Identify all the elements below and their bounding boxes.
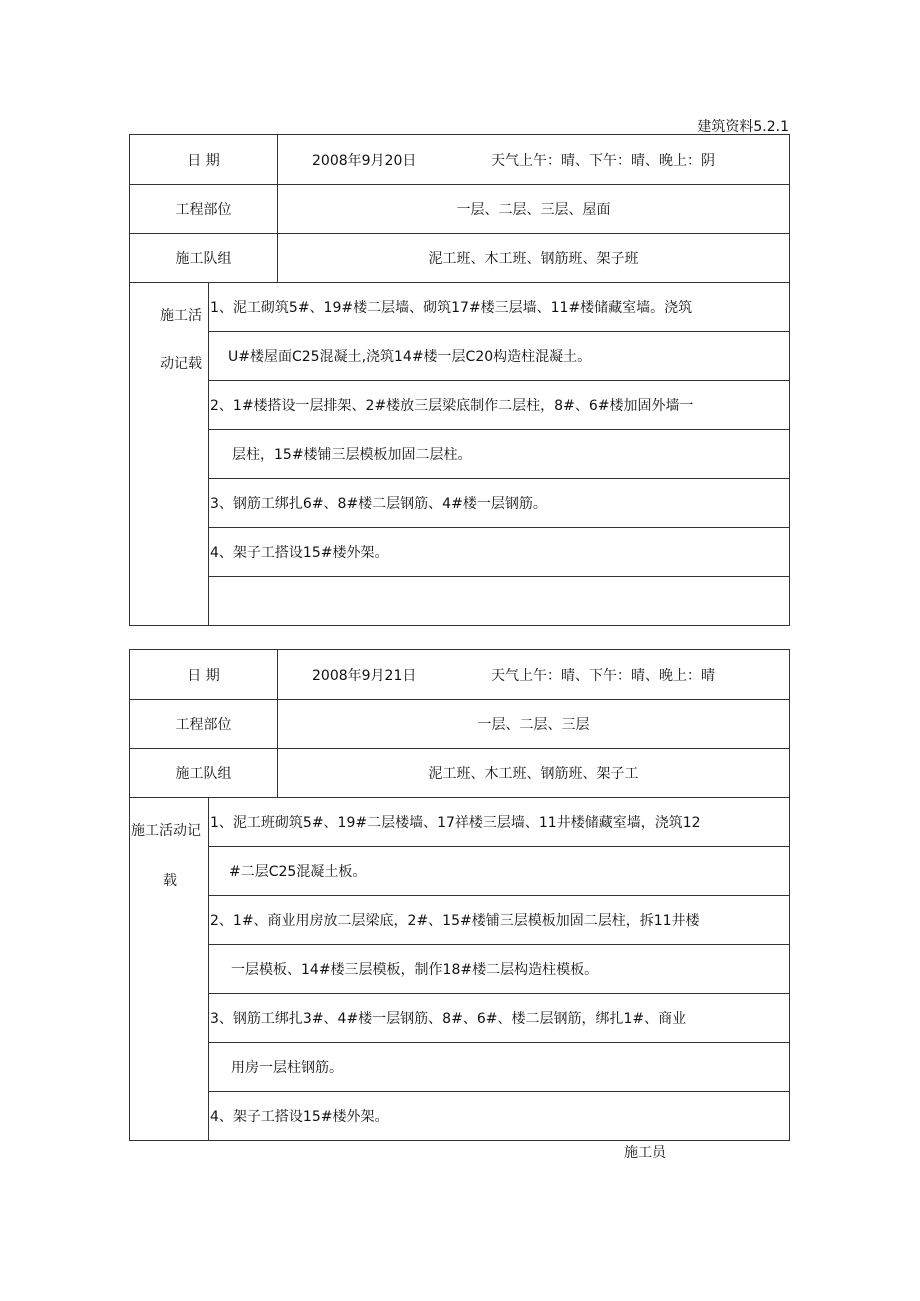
weather-value: 天气上午：晴、下午：晴、晚上：晴 xyxy=(491,667,715,684)
activity-line: U#楼屋面C25混凝土,浇筑14#楼一层C20构造柱混凝土。 xyxy=(209,332,789,381)
activity-label-line: 动记载 xyxy=(160,356,202,372)
activity-line: 一层模板、14#楼三层模板，制作18#楼二层构造柱模板。 xyxy=(209,945,789,994)
team-value: 泥工班、木工班、钢筋班、架子班 xyxy=(428,251,639,267)
part-value: 一层、二层、三层、屋面 xyxy=(456,202,611,218)
activity-line: 1、泥工班砌筑5#、19#二层楼墙、17祥楼三层墙、11井楼储藏室墙，浇筑12 xyxy=(209,798,789,847)
activity-label-line: 载 xyxy=(163,873,177,889)
date-value: 2008年9月20日 xyxy=(312,152,417,169)
part-value: 一层、二层、三层 xyxy=(477,717,590,733)
construction-log-table xyxy=(129,649,790,1141)
activity-line xyxy=(209,577,789,625)
part-label: 工程部位 xyxy=(130,185,278,233)
activity-line: #二层C25混凝土板。 xyxy=(209,847,789,896)
activity-row xyxy=(130,798,789,1140)
activity-label xyxy=(130,283,209,625)
team-row xyxy=(130,234,789,283)
activity-line: 4、架子工搭设15#楼外架。 xyxy=(209,528,789,577)
part-row xyxy=(130,700,789,749)
activity-line: 3、钢筋工绑扎3#、4#楼一层钢筋、8#、6#、楼二层钢筋，绑扎1#、商业 xyxy=(209,994,789,1043)
activity-line: 2、1#、商业用房放二层梁底，2#、15#楼铺三层模板加固二层柱，拆11井楼 xyxy=(209,896,789,945)
construction-log-table xyxy=(129,134,790,626)
team-row xyxy=(130,749,789,798)
activity-line: 3、钢筋工绑扎6#、8#楼二层钢筋、4#楼一层钢筋。 xyxy=(209,479,789,528)
activity-row xyxy=(130,283,789,625)
team-label: 施工队组 xyxy=(130,749,278,797)
activity-label-line: 施工活 xyxy=(160,308,202,324)
weather-value: 天气上午：晴、下午：晴、晚上：阴 xyxy=(491,152,715,169)
date-value: 2008年9月21日 xyxy=(312,667,417,684)
activity-line: 用房一层柱钢筋。 xyxy=(209,1043,789,1092)
date-row xyxy=(130,650,789,700)
date-row xyxy=(130,135,789,185)
team-label: 施工队组 xyxy=(130,234,278,282)
activity-line: 1、泥工砌筑5#、19#楼二层墙、砌筑17#楼三层墙、11#楼储藏室墙。浇筑 xyxy=(209,283,789,332)
activity-label xyxy=(130,798,209,1140)
activity-label-line: 施工活动记 xyxy=(131,823,201,839)
activity-line: 层柱，15#楼铺三层模板加固二层柱。 xyxy=(209,430,789,479)
date-label: 日 期 xyxy=(130,650,278,699)
team-value: 泥工班、木工班、钢筋班、架子工 xyxy=(428,766,639,782)
activity-line: 4、架子工搭设15#楼外架。 xyxy=(210,1109,389,1125)
part-label: 工程部位 xyxy=(130,700,278,748)
date-label: 日 期 xyxy=(130,135,278,184)
signature-label: 施工员 xyxy=(624,1145,666,1161)
part-row xyxy=(130,185,789,234)
document-reference: 建筑资料5.2.1 xyxy=(697,119,789,135)
activity-line: 2、1#楼搭设一层排架、2#楼放三层梁底制作二层柱，8#、6#楼加固外墙一 xyxy=(209,381,789,430)
